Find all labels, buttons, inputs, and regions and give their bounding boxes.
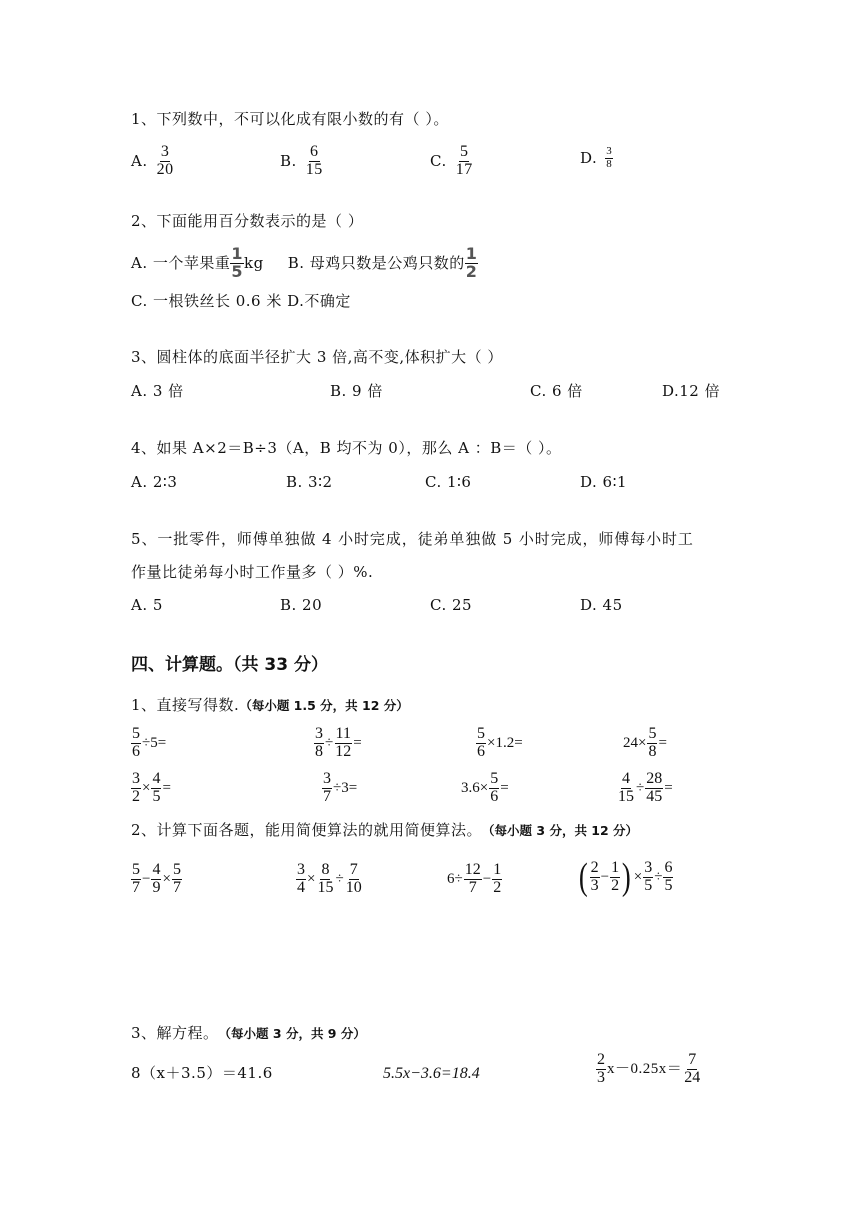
p1-item-4 bbox=[622, 726, 668, 761]
option-letter: B. bbox=[280, 151, 297, 170]
fraction: $\frac{8}{15}$ bbox=[317, 861, 334, 896]
equation-2: 5.5x−3.6=18.4 bbox=[383, 1065, 480, 1082]
question-5-stem-line1: 5、一批零件，师傅单独做 4 小时完成，徒弟单独做 5 小时完成，师傅每小时工 bbox=[131, 530, 694, 548]
fraction: $\frac{5}{6}$ bbox=[490, 770, 499, 805]
operator: × bbox=[633, 868, 643, 885]
q3-option-c: C. 6 倍 bbox=[530, 382, 583, 400]
operator: × bbox=[142, 779, 151, 796]
left-paren: ( bbox=[578, 856, 588, 898]
q1-option-b bbox=[280, 144, 324, 179]
fraction: $\frac{5}{8}$ bbox=[648, 725, 657, 760]
fraction: $\frac{12}{7}$ bbox=[464, 861, 481, 896]
fraction: $\frac{3}{5}$ bbox=[644, 858, 653, 894]
q2-line-1 bbox=[131, 246, 478, 281]
equals: = bbox=[162, 779, 171, 796]
fraction: $\frac{4}{15}$ bbox=[618, 770, 634, 805]
fraction: $\frac{5}{6}$ bbox=[132, 725, 140, 760]
right-paren: ) bbox=[622, 856, 631, 898]
question-5-stem-line2: 作量比徒弟每小时工作量多（ ）%. bbox=[131, 563, 374, 581]
equals: = bbox=[658, 734, 667, 751]
q4-option-a: A. 2∶3 bbox=[131, 473, 178, 491]
part-3-title: 3、解方程。 bbox=[131, 1024, 219, 1042]
question-4-stem: 4、如果 A×2＝B÷3（A，B 均不为 0），那么 A ：B＝（ ）。 bbox=[131, 439, 562, 457]
question-1-stem: 1、下列数中，不可以化成有限小数的有（ ）。 bbox=[131, 110, 449, 128]
fraction: $\frac{3}{8}$ bbox=[606, 145, 613, 170]
part-1-note: （每小题 1.5 分，共 12 分） bbox=[239, 698, 409, 713]
part-2-note: （每小题 3 分，共 12 分） bbox=[482, 823, 639, 838]
q2-option-b-text: B. 母鸡只数是公鸡只数的 bbox=[287, 253, 465, 272]
operator: × bbox=[162, 870, 171, 887]
expression-head: 24× bbox=[623, 734, 647, 751]
fraction: $\frac{2}{3}$ bbox=[597, 1051, 605, 1086]
fraction: $\frac{11}{12}$ bbox=[335, 725, 352, 760]
fraction: $\frac{4}{5}$ bbox=[152, 770, 161, 805]
operator: ÷ bbox=[325, 734, 334, 751]
part-1-heading bbox=[131, 698, 409, 713]
fraction: $\frac{6}{5}$ bbox=[664, 858, 673, 894]
part-2-heading bbox=[131, 823, 638, 838]
p2-item-3 bbox=[446, 862, 502, 897]
option-letter: C. bbox=[430, 151, 447, 170]
part-2-title: 2、计算下面各题，能用简便算法的就用简便算法。 bbox=[131, 821, 483, 839]
q2-line-2: C. 一根铁丝长 0.6 米 D.不确定 bbox=[131, 292, 351, 310]
p1-item-1 bbox=[131, 726, 167, 761]
operator: × bbox=[307, 870, 316, 887]
q2-option-a-text: A. 一个苹果重 bbox=[131, 253, 231, 272]
fraction: $\frac{3}{20}$ bbox=[156, 143, 174, 178]
fraction: $\frac{5}{7}$ bbox=[132, 861, 140, 896]
fraction: $\frac{1}{2}$ bbox=[465, 244, 478, 281]
p1-item-6 bbox=[322, 771, 358, 806]
fraction: $\frac{7}{10}$ bbox=[345, 861, 362, 896]
p1-item-8 bbox=[617, 771, 674, 806]
fraction: $\frac{5}{6}$ bbox=[477, 725, 485, 760]
fraction: $\frac{3}{2}$ bbox=[132, 770, 140, 805]
fraction: $\frac{6}{15}$ bbox=[305, 143, 323, 178]
p2-item-1 bbox=[131, 862, 182, 897]
p1-item-2 bbox=[314, 726, 363, 761]
unit-kg: kg bbox=[244, 253, 264, 272]
q3-option-b: B. 9 倍 bbox=[330, 382, 383, 400]
q3-option-d: D.12 倍 bbox=[662, 382, 721, 400]
equation-1: 8（x＋3.5）＝41.6 bbox=[131, 1064, 273, 1082]
option-letter: D. bbox=[580, 148, 598, 167]
question-3-stem: 3、圆柱体的底面半径扩大 3 倍,高不变,体积扩大（ ） bbox=[131, 348, 503, 366]
q5-option-d: D. 45 bbox=[580, 596, 623, 614]
equals: = bbox=[353, 734, 362, 751]
expression-head: 6÷ bbox=[447, 870, 463, 887]
fraction: $\frac{3}{8}$ bbox=[315, 725, 323, 760]
part-3-note: （每小题 3 分，共 9 分） bbox=[218, 1026, 366, 1041]
p1-item-5 bbox=[131, 771, 172, 806]
fraction: $\frac{1}{2}$ bbox=[493, 861, 502, 896]
operator: ÷ bbox=[636, 779, 645, 796]
fraction: $\frac{1}{5}$ bbox=[231, 244, 244, 281]
q5-option-b: B. 20 bbox=[280, 596, 323, 614]
p2-item-2 bbox=[296, 862, 363, 897]
expression-tail: ×1.2= bbox=[487, 734, 523, 751]
p2-item-4 bbox=[577, 858, 673, 896]
section-4-title: 四、计算题。（共 33 分） bbox=[131, 655, 328, 675]
expression-head: 3.6× bbox=[461, 779, 489, 796]
fraction: $\frac{3}{4}$ bbox=[297, 861, 305, 896]
operator: ÷ bbox=[654, 868, 663, 885]
q4-option-b: B. 3∶2 bbox=[286, 473, 333, 491]
operator: ÷ bbox=[335, 870, 344, 887]
fraction: $\frac{28}{45}$ bbox=[646, 770, 663, 805]
equals: = bbox=[500, 779, 509, 796]
operator: − bbox=[142, 870, 151, 887]
q4-option-c: C. 1∶6 bbox=[425, 473, 472, 491]
fraction: $\frac{7}{24}$ bbox=[684, 1051, 701, 1086]
q3-option-a: A. 3 倍 bbox=[131, 382, 184, 400]
q4-option-d: D. 6∶1 bbox=[580, 473, 628, 491]
equation-3 bbox=[596, 1052, 701, 1087]
expression-tail: ÷3= bbox=[333, 779, 358, 796]
q5-option-c: C. 25 bbox=[430, 596, 473, 614]
fraction: $\frac{4}{9}$ bbox=[152, 861, 161, 896]
fraction: $\frac{2}{3}$ bbox=[590, 858, 599, 894]
part-1-title: 1、直接写得数. bbox=[131, 696, 240, 714]
p1-item-7 bbox=[460, 771, 510, 806]
fraction: $\frac{5}{7}$ bbox=[172, 861, 181, 896]
q1-option-a bbox=[131, 144, 175, 179]
q1-option-d bbox=[580, 146, 613, 170]
question-2-stem: 2、下面能用百分数表示的是（ ） bbox=[131, 212, 364, 230]
part-3-heading bbox=[131, 1026, 366, 1041]
fraction: $\frac{1}{2}$ bbox=[611, 858, 620, 894]
operator: − bbox=[482, 870, 492, 887]
q5-option-a: A. 5 bbox=[131, 596, 163, 614]
option-letter: A. bbox=[131, 151, 148, 170]
expression-middle: x－0.25x＝ bbox=[607, 1060, 683, 1077]
operator: − bbox=[600, 868, 610, 885]
p1-item-3 bbox=[476, 726, 524, 761]
fraction: $\frac{3}{7}$ bbox=[323, 770, 331, 805]
fraction: $\frac{5}{17}$ bbox=[455, 143, 473, 178]
equals: = bbox=[664, 779, 673, 796]
expression-tail: ÷5= bbox=[142, 734, 167, 751]
q1-option-c bbox=[430, 144, 474, 179]
